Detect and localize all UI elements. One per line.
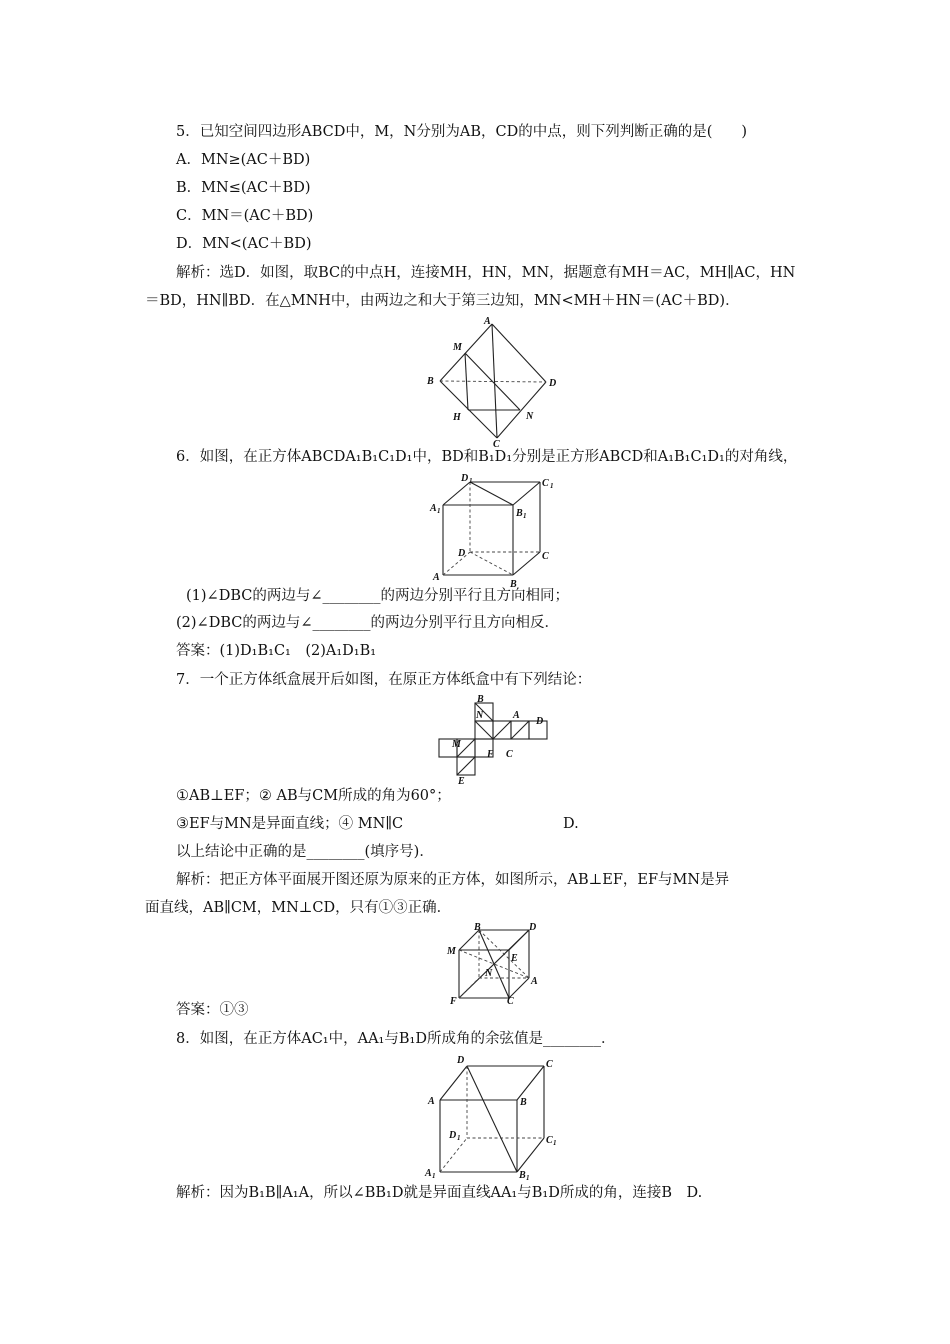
q7-fill-blank: 以上结论中正确的是________(填序号)．: [176, 844, 434, 860]
q6-label-b1: B: [516, 508, 523, 519]
q7-answer: 答案：①③: [176, 1002, 249, 1018]
svg-text:1: 1: [457, 1134, 461, 1142]
q7-net-label-a: A: [513, 710, 520, 721]
q7-cube-label-e: E: [511, 953, 518, 964]
q7-solution-line2: 面直线，AB∥CM，MN⊥CD，只有①③正确．: [145, 900, 452, 916]
q7-conclusion-4-tail: D.: [563, 816, 579, 832]
q7-cube-label-c: C: [507, 996, 514, 1004]
q7-solution-line1: 解析：把正方体平面展开图还原为原来的正方体，如图所示，AB⊥EF，EF与MN是异: [176, 872, 730, 888]
q5-stem: 5．已知空间四边形ABCD中，M，N分别为AB，CD的中点，则下列判断正确的是( ): [176, 124, 748, 140]
q7-net-label-c: C: [506, 749, 513, 760]
q8-label-a: A: [428, 1096, 435, 1107]
q7-cube-label-m: M: [447, 946, 456, 957]
q6-question-1: (1)∠DBC的两边与∠________的两边分别平行且方向相同；: [186, 588, 569, 604]
q5-label-b: B: [427, 376, 434, 387]
q5-label-m: M: [453, 342, 462, 353]
q7-net-label-f: F: [487, 749, 494, 760]
svg-text:1: 1: [432, 1172, 436, 1180]
q7-cube-figure: [445, 920, 545, 1004]
q8-stem: 8．如图，在正方体AC₁中，AA₁与B₁D所成角的余弦值是________．: [176, 1031, 616, 1047]
q5-label-d: D: [549, 378, 557, 389]
q7-net-label-n: N: [476, 710, 484, 721]
q8-label-b1: B: [519, 1170, 526, 1181]
q5-option-d: D．MN<(AC＋BD): [176, 236, 312, 252]
q8-label-b: B: [520, 1097, 527, 1108]
q6-label-a: A: [433, 572, 440, 583]
q5-solution-line1: 解析：选D．如图，取BC的中点H，连接MH，HN，MN，据题意有MH＝AC，MH∥AC，HN: [176, 265, 796, 281]
q8-label-c: C: [546, 1059, 553, 1070]
q7-stem: 7．一个正方体纸盒展开后如图，在原正方体纸盒中有下列结论：: [176, 672, 592, 688]
q5-label-h: H: [453, 412, 461, 423]
q8-cube-figure: [420, 1050, 570, 1182]
q7-cube-label-n: N: [485, 968, 493, 979]
svg-text:1: 1: [550, 482, 554, 490]
q7-cube-label-b: B: [474, 922, 481, 933]
q6-label-b: B: [510, 579, 517, 588]
q6-cube-figure: [425, 470, 565, 588]
q7-net-label-d: D: [536, 716, 544, 727]
q5-label-n: N: [526, 411, 534, 422]
svg-text:1: 1: [526, 1174, 530, 1182]
q6-question-2: (2)∠DBC的两边与∠________的两边分别平行且方向相反．: [176, 615, 559, 631]
q5-option-a: A．MN≥(AC＋BD): [176, 152, 311, 168]
q6-label-a1: A: [430, 503, 437, 514]
q8-label-c1: C: [546, 1135, 553, 1146]
q6-label-c1: C: [542, 478, 549, 489]
svg-text:1: 1: [523, 512, 527, 520]
q6-label-d: D: [458, 548, 466, 559]
svg-text:1: 1: [553, 1139, 557, 1147]
q8-label-d1: D: [449, 1130, 457, 1141]
q7-conclusion-3-4: ③EF与MN是异面直线；④ MN∥C: [176, 816, 404, 832]
q7-cube-label-a: A: [531, 976, 538, 987]
q5-option-c: C．MN＝(AC＋BD): [176, 208, 314, 224]
q7-cube-label-f: F: [450, 996, 457, 1004]
q6-label-c: C: [542, 551, 549, 562]
q6-stem: 6．如图，在正方体ABCDA₁B₁C₁D₁中，BD和B₁D₁分别是正方形ABCD和A₁B₁C₁D₁的对角线，: [176, 449, 798, 465]
q5-option-b: B．MN≤(AC＋BD): [176, 180, 311, 196]
q8-label-d: D: [457, 1055, 465, 1066]
q7-net-label-e: E: [458, 776, 465, 787]
q7-cube-label-d: D: [529, 922, 537, 933]
q7-conclusion-1-2: ①AB⊥EF；② AB与CM所成的角为60°；: [176, 788, 451, 804]
svg-text:1: 1: [469, 477, 473, 485]
q7-net-figure: [430, 693, 554, 789]
q8-label-a1: A: [425, 1168, 432, 1179]
q7-net-label-m: M: [452, 739, 461, 750]
q5-label-a: A: [484, 316, 491, 327]
q6-answer: 答案：(1)D₁B₁C₁ (2)A₁D₁B₁: [176, 643, 377, 659]
q7-net-label-b: B: [477, 694, 484, 705]
q5-tetrahedron-figure: [420, 312, 570, 448]
q8-solution: 解析：因为B₁B∥A₁A，所以∠BB₁D就是异面直线AA₁与B₁D所成的角，连接B D.: [176, 1185, 703, 1201]
svg-text:1: 1: [437, 507, 441, 515]
q5-solution-line2: ＝BD，HN∥BD．在△MNH中，由两边之和大于第三边知，MN<MH＋HN＝(AC＋BD)．: [145, 293, 740, 309]
q5-label-c: C: [493, 439, 500, 448]
q6-label-d1: D: [461, 473, 469, 484]
